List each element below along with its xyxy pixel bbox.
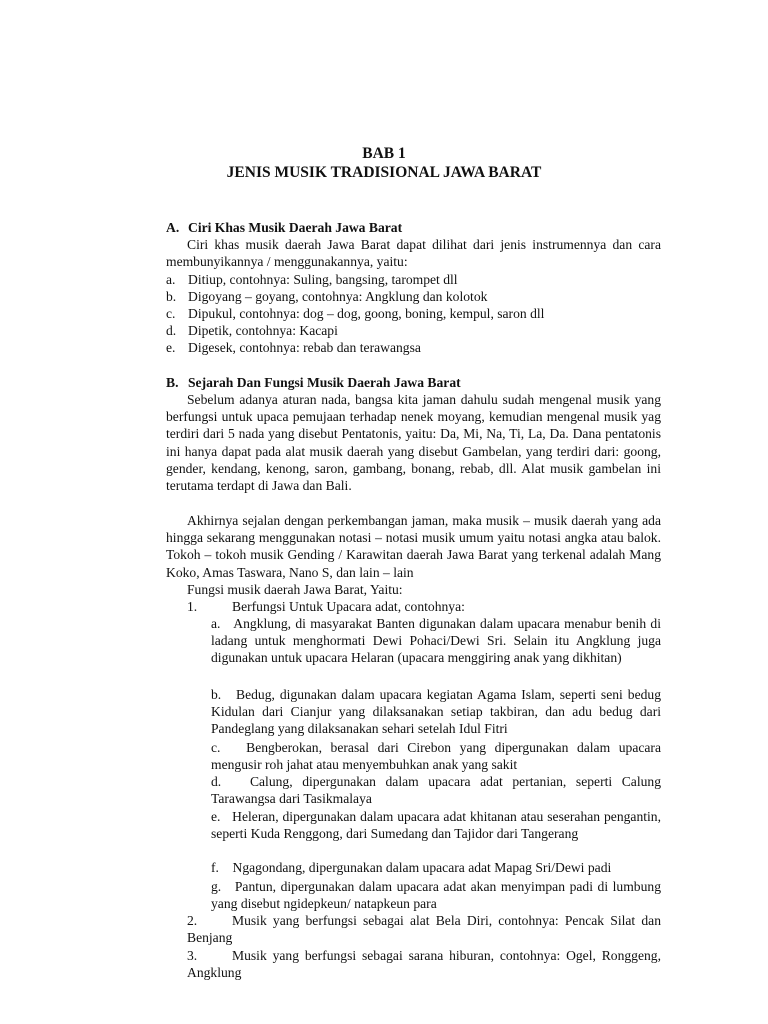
- numbered-item-3: [187, 947, 661, 981]
- numbered-item-1-text: Berfungsi Untuk Upacara adat, contohnya:: [232, 599, 465, 614]
- section-a-label: A.: [166, 220, 180, 235]
- sub-item-label: b.: [211, 687, 222, 702]
- chapter-title: JENIS MUSIK TRADISIONAL JAWA BARAT: [226, 164, 542, 181]
- list-item: [166, 339, 661, 356]
- list-item-label: a.: [166, 272, 176, 287]
- sub-item-text: Bengberokan, berasal dari Cirebon yang dipergunakan dalam upacara mengusir roh jahat atau menyembuhkan anak yang sakit: [211, 740, 661, 773]
- sub-item-label: a.: [211, 616, 221, 631]
- sub-item-label: d.: [211, 774, 222, 789]
- numbered-item-3-number: 3.: [187, 948, 198, 963]
- sub-item-b: [211, 686, 661, 738]
- list-item: [166, 305, 661, 322]
- fungsi-intro: Fungsi musik daerah Jawa Barat, Yaitu:: [187, 582, 403, 597]
- numbered-item-2-number: 2.: [187, 913, 198, 928]
- sub-item-g: [211, 878, 661, 912]
- section-b-label: B.: [166, 375, 179, 390]
- list-item-text: Digoyang – goyang, contohnya: Angklung dan kolotok: [188, 289, 488, 304]
- section-b-paragraph-2: Akhirnya sejalan dengan perkembangan jaman, maka musik – musik daerah yang ada hingga sekarang menggunakan notasi – notasi musik umum yaitu notasi angka atau balok. Tokoh – tokoh musik Gending / Karawitan daerah Jawa Barat yang terkenal adalah Mang Koko, Amas Taswara, Nano S, dan lain – lain: [166, 513, 661, 580]
- chapter-number: BAB 1: [362, 145, 406, 162]
- numbered-item-3-line: [187, 947, 661, 981]
- numbered-item-1-number: 1.: [187, 599, 198, 614]
- numbered-item-3-text: Musik yang berfungsi sebagai sarana hiburan, contohnya: Ogel, Ronggeng, Angklung: [187, 948, 661, 981]
- list-item-label: d.: [166, 323, 177, 338]
- list-item-text: Digesek, contohnya: rebab dan terawangsa: [188, 340, 421, 355]
- section-a-list: [166, 271, 661, 356]
- sub-item-f: [211, 859, 661, 876]
- sub-item-text: Pantun, dipergunakan dalam upacara adat akan menyimpan padi di lumbung yang disebut ngidepkeun/ natapkeun para: [211, 879, 661, 912]
- section-a-heading: Ciri Khas Musik Daerah Jawa Barat: [188, 220, 403, 235]
- numbered-item-2-line: [187, 912, 661, 946]
- list-item: [166, 288, 661, 305]
- sub-item-a: [211, 615, 661, 667]
- sub-item-text: Bedug, digunakan dalam upacara kegiatan Agama Islam, seperti seni bedug Kidulan dari Cianjur yang dilaksanakan setiap takbiran, dan adu bedug dari Pandeglang yang dilaksanakan sehari setelah Idul Fitri: [211, 687, 661, 737]
- sub-item-label: f.: [211, 860, 219, 875]
- list-item: [166, 271, 661, 288]
- list-item-label: e.: [166, 340, 176, 355]
- numbered-item-2-text: Musik yang berfungsi sebagai alat Bela Diri, contohnya: Pencak Silat dan Benjang: [187, 913, 661, 946]
- sub-item-label: e.: [211, 809, 221, 824]
- numbered-item-2: [187, 912, 661, 946]
- list-item-text: Dipukul, contohnya: dog – dog, goong, boning, kempul, saron dll: [188, 306, 545, 321]
- list-item: [166, 322, 661, 339]
- section-b-paragraph-1: Sebelum adanya aturan nada, bangsa kita jaman dahulu sudah mengenal musik yang berfungsi untuk upaca pemujaan terhadap nenek moyang, kemudian mengenal musik yag terdiri dari 5 nada yang disebut Pentatonis, yaitu: Da, Mi, Na, Ti, La, Da. Dana pentatonis ini hanya dapat pada alat musik daerah yang disebut Gambelan, yang terdiri dari: goong, gender, kendang, kenong, saron, gambang, bonang, rebab, dll. Alat musik gambelan ini terutama terdapt di Jawa dan Bali.: [166, 392, 661, 494]
- sub-item-text: Calung, dipergunakan dalam upacara adat pertanian, seperti Calung Tarawangsa dari Tasikmalaya: [211, 774, 661, 807]
- sub-item-text: Ngagondang, dipergunakan dalam upacara adat Mapag Sri/Dewi padi: [232, 860, 612, 875]
- list-item-text: Dipetik, contohnya: Kacapi: [188, 323, 338, 338]
- list-item-text: Ditiup, contohnya: Suling, bangsing, tarompet dll: [188, 272, 458, 287]
- sub-item-text: Angklung, di masyarakat Banten digunakan dalam upacara menabur benih di ladang untuk menghormati Dewi Pohaci/Dewi Sri. Selain itu Angklung juga digunakan untuk upacara Helaran (upacara menggiring anak yang dikhitan): [211, 616, 661, 666]
- list-item-label: c.: [166, 306, 176, 321]
- section-b-heading: Sejarah Dan Fungsi Musik Daerah Jawa Barat: [188, 375, 461, 390]
- list-item-label: b.: [166, 289, 177, 304]
- sub-item-e: [211, 808, 661, 842]
- sub-item-c: [211, 739, 661, 773]
- section-a-intro: Ciri khas musik daerah Jawa Barat dapat dilihat dari jenis instrumennya dan cara membunyikannya / menggunakannya, yaitu:: [166, 237, 661, 270]
- sub-item-label: g.: [211, 879, 222, 894]
- sub-item-text: Heleran, dipergunakan dalam upacara adat khitanan atau seserahan pengantin, seperti Kuda Renggong, dari Sumedang dan Tajidor dari Tangerang: [211, 809, 661, 842]
- sub-item-d: [211, 773, 661, 807]
- sub-item-label: c.: [211, 740, 221, 755]
